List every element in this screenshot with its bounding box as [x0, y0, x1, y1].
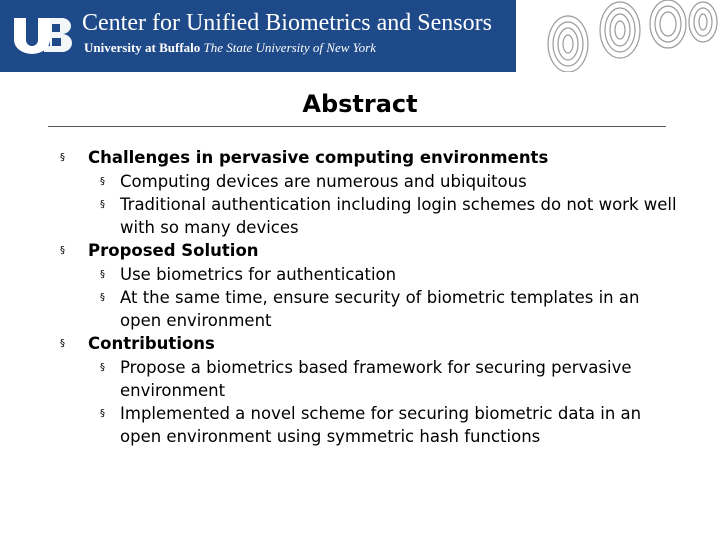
fingerprints-icon: [520, 0, 720, 72]
section-heading-text: Challenges in pervasive computing environments: [88, 148, 549, 167]
state-university-name: The State University of New York: [203, 40, 377, 55]
list-item: [60, 170, 680, 193]
bullet-icon: §: [100, 199, 105, 210]
section-heading-text: Contributions: [88, 334, 215, 353]
bullet-icon: §: [60, 338, 65, 349]
university-name: University at Buffalo: [84, 40, 201, 55]
ub-logo-icon: [10, 14, 78, 56]
bullet-icon: §: [100, 292, 105, 303]
list-item-text: At the same time, ensure security of biometric templates in an open environment: [120, 288, 640, 330]
list-item: [60, 193, 680, 239]
bullet-icon: §: [100, 362, 105, 373]
list-item: [60, 356, 680, 402]
abstract-content: [60, 146, 680, 448]
list-item: [60, 402, 680, 448]
list-item: [60, 286, 680, 332]
bullet-icon: §: [100, 408, 105, 419]
section-heading: [60, 146, 680, 170]
list-item: [60, 263, 680, 286]
bullet-icon: §: [60, 152, 65, 163]
list-item-text: Use biometrics for authentication: [120, 265, 397, 284]
list-item-text: Traditional authentication including login schemes do not work well with so many devices: [120, 195, 677, 237]
bullet-icon: §: [60, 245, 65, 256]
list-item-text: Computing devices are numerous and ubiquitous: [120, 172, 527, 191]
slide-title: Abstract: [302, 90, 418, 118]
section-heading-text: Proposed Solution: [88, 241, 259, 260]
list-item-text: Implemented a novel scheme for securing biometric data in an open environment using symmetric hash functions: [120, 404, 642, 446]
section-heading: [60, 332, 680, 356]
title-divider: [48, 126, 666, 127]
section-heading: [60, 239, 680, 263]
header-banner: [0, 0, 720, 72]
list-item-text: Propose a biometrics based framework for securing pervasive environment: [120, 358, 632, 400]
header-blue-panel: [0, 0, 516, 72]
center-name: Center for Unified Biometrics and Sensors: [82, 10, 492, 36]
bullet-icon: §: [100, 176, 105, 187]
bullet-icon: §: [100, 269, 105, 280]
university-line: [84, 40, 514, 56]
